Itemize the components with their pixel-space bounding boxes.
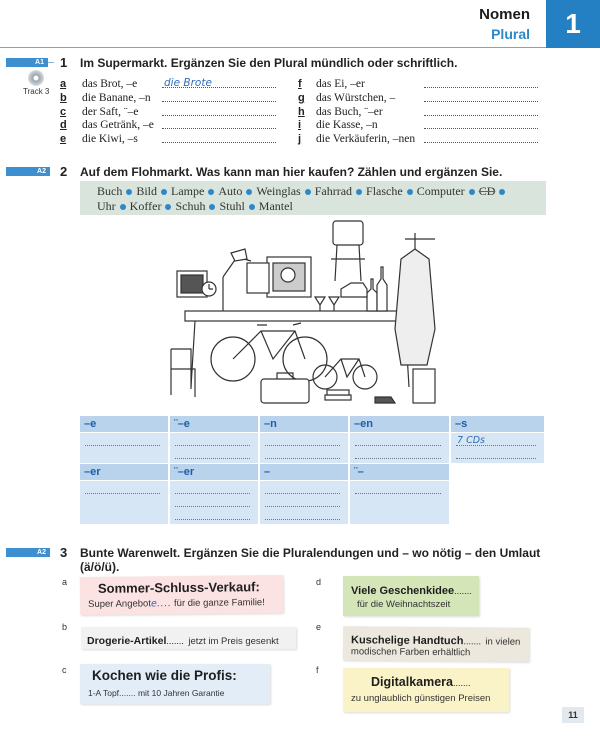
- table-cell[interactable]: [80, 481, 168, 524]
- exercise-number-3: 3: [60, 545, 68, 560]
- flea-market-illustration: [165, 219, 455, 411]
- section-subtitle: Plural: [491, 26, 530, 42]
- section-title: Nomen: [479, 6, 530, 23]
- bullet-dot-icon: [305, 189, 311, 195]
- table-header-cell: ¨–: [350, 464, 449, 480]
- item-letter-e: e: [316, 622, 322, 632]
- header-divider: [0, 47, 546, 48]
- card-b-headline: Drogerie-Artikel: [87, 635, 167, 647]
- level-badge-ex3: A2: [6, 548, 50, 557]
- level-badge-ex1: A1: [6, 58, 48, 67]
- table-header-cell: ¨–e: [170, 416, 258, 432]
- bullet-dot-icon: [249, 204, 255, 210]
- table-header-cell: –en: [350, 416, 449, 432]
- exercise-title-1: Im Supermarkt. Ergänzen Sie den Plural mündlich oder schriftlich.: [80, 56, 458, 70]
- table-answer-line: [355, 485, 441, 494]
- word-bank-word: Koffer: [129, 199, 162, 213]
- word-bank-word: CD: [478, 184, 496, 198]
- item-word: die Banane, –n: [82, 91, 151, 104]
- item-word: die Kasse, –n: [316, 119, 378, 132]
- answer-line[interactable]: [424, 92, 538, 102]
- word-bank-word: Uhr: [97, 199, 116, 213]
- item-word: das Ei, –er: [316, 78, 365, 90]
- word-bank: [80, 181, 546, 215]
- chapter-number-badge: 1: [546, 0, 600, 48]
- item-word: das Buch, ¨–er: [316, 105, 383, 118]
- item-word: die Verkäuferin, –nen: [316, 133, 416, 146]
- table-answer-line: [175, 437, 250, 446]
- exercise-1-item: [298, 119, 378, 133]
- table-answer-line: [265, 498, 340, 507]
- card-f-text: zu unglaublich günstigen Preisen: [351, 693, 491, 704]
- item-letter-c: c: [62, 665, 67, 675]
- answer-line[interactable]: [424, 133, 538, 143]
- handwritten-answer: 7 CDs: [457, 435, 485, 446]
- word-bank-word: Fahrrad: [314, 184, 353, 198]
- exercise-1-item: [298, 92, 395, 106]
- item-letter-d: d: [316, 577, 322, 587]
- table-answer-line: [175, 498, 250, 507]
- card-f-headline: Digitalkamera: [371, 675, 453, 689]
- item-letter: i: [298, 119, 302, 132]
- table-answer-line: [265, 450, 340, 459]
- table-header-cell: –: [260, 464, 348, 480]
- word-bank-word: Weinglas: [256, 184, 301, 198]
- ad-card-c: Kochen wie die Profis: 1-A Topf....... mit 10 Jahren Garantie: [80, 664, 270, 704]
- table-cell[interactable]: [260, 433, 348, 463]
- exercise-title-2: Auf dem Flohmarkt. Was kann man hier kaufen? Zählen und ergänzen Sie.: [80, 165, 503, 179]
- item-letter: c: [60, 105, 67, 118]
- exercise-1-item: [298, 78, 365, 92]
- word-bank-word: Stuhl: [219, 199, 245, 213]
- table-answer-line: [175, 485, 250, 494]
- table-cell[interactable]: [350, 481, 449, 524]
- table-answer-line: [85, 485, 160, 494]
- exercise-1-item: [298, 106, 383, 120]
- table-header-cell: –s: [451, 416, 544, 432]
- card-a-headline: Sommer-Schluss-Verkauf:: [97, 579, 260, 596]
- exercise-1-item: [60, 78, 137, 92]
- answer-line[interactable]: [162, 119, 276, 129]
- card-d-headline: Viele Geschenkidee: [351, 585, 455, 597]
- exercise-number-2: 2: [60, 164, 68, 179]
- ad-card-b: Drogerie-Artikel....... jetzt im Preis gesenkt: [81, 627, 296, 649]
- bullet-dot-icon: [161, 189, 167, 195]
- item-word: das Getränk, –e: [82, 119, 154, 132]
- answer-line[interactable]: [424, 119, 538, 129]
- exercise-1-item: [60, 92, 151, 106]
- bullet-dot-icon: [469, 189, 475, 195]
- item-word: das Brot, –e: [82, 78, 138, 90]
- card-d-text: für die Weihnachtszeit: [357, 599, 451, 610]
- word-bank-line-1: [97, 184, 509, 199]
- card-c-text-2: mit 10 Jahren Garantie: [137, 688, 225, 698]
- table-answer-line: [265, 485, 340, 494]
- bullet-dot-icon: [209, 204, 215, 210]
- word-bank-word: Mantel: [258, 199, 293, 213]
- card-c-text-1: 1-A Topf: [88, 688, 120, 698]
- item-letter: e: [60, 133, 67, 146]
- answer-line[interactable]: [162, 92, 276, 102]
- card-a-answer[interactable]: e: [150, 598, 157, 610]
- answer-line[interactable]: [424, 78, 538, 88]
- level-badge-ex2: A2: [6, 167, 50, 176]
- exercise-1-item: [60, 106, 139, 120]
- word-bank-word: Buch: [97, 184, 123, 198]
- item-letter-f: f: [316, 665, 319, 675]
- page-number: 11: [562, 707, 584, 723]
- table-answer-line: [85, 437, 160, 446]
- ad-card-f: Digitalkamera....... zu unglaublich günstigen Preisen: [343, 668, 509, 712]
- bullet-dot-icon: [126, 189, 132, 195]
- bullet-dot-icon: [246, 189, 252, 195]
- exercise-title-3-line2: (ä/ö/ü).: [80, 560, 120, 574]
- item-letter: a: [60, 78, 67, 90]
- exercise-number-1: 1: [60, 55, 68, 70]
- word-bank-line-2: [97, 199, 293, 214]
- card-a-text-1: Super Angebot: [88, 598, 152, 610]
- item-letter: f: [298, 78, 302, 90]
- card-e-text-1: in vielen: [485, 636, 521, 648]
- table-answer-line: [175, 511, 250, 520]
- exercise-1-item: [60, 119, 154, 133]
- item-letter: g: [298, 91, 305, 104]
- track-label: Track 3: [23, 87, 50, 96]
- ad-card-d: Viele Geschenkidee....... für die Weihnachtszeit: [343, 576, 479, 616]
- bullet-dot-icon: [356, 189, 362, 195]
- card-a-text-2: für die ganze Familie!: [173, 597, 265, 610]
- handwritten-answer: die Brote: [164, 77, 212, 89]
- ad-card-a: [80, 575, 283, 615]
- table-answer-line: [175, 450, 250, 459]
- table-header-cell: –e: [80, 416, 168, 432]
- table-header-cell: –n: [260, 416, 348, 432]
- ad-card-e: Kuschelige Handtuch....... in vielen modischen Farben erhältlich: [343, 626, 529, 662]
- item-letter: b: [60, 91, 67, 104]
- card-a-text: Super Angebote.... für die ganze Familie!: [88, 597, 265, 610]
- word-bank-word: Schuh: [175, 199, 206, 213]
- table-cell[interactable]: [260, 481, 348, 524]
- item-letter-a: a: [62, 577, 68, 587]
- table-header-cell: –er: [80, 464, 168, 480]
- item-word: das Würstchen, –: [316, 91, 396, 104]
- table-answer-line: [355, 450, 441, 459]
- bullet-dot-icon: [120, 204, 126, 210]
- bullet-dot-icon: [208, 189, 214, 195]
- word-bank-word: Computer: [416, 184, 465, 198]
- item-letter: h: [298, 105, 305, 118]
- word-bank-word: Bild: [136, 184, 158, 198]
- word-bank-word: Lampe: [171, 184, 205, 198]
- exercise-1-item: [298, 133, 415, 147]
- table-answer-line: [265, 437, 340, 446]
- word-bank-word: Flasche: [366, 184, 403, 198]
- card-b-text: jetzt im Preis gesenkt: [188, 636, 279, 647]
- table-cell[interactable]: [350, 433, 449, 463]
- table-answer-line: [355, 437, 441, 446]
- bullet-dot-icon: [499, 189, 505, 195]
- table-answer-line: [265, 511, 340, 520]
- audio-cd-icon[interactable]: [28, 70, 44, 86]
- bullet-dot-icon: [407, 189, 413, 195]
- table-cell[interactable]: [80, 433, 168, 463]
- card-e-headline: Kuschelige Handtuch: [350, 634, 464, 648]
- answer-line[interactable]: [424, 106, 538, 116]
- item-letter-b: b: [62, 622, 68, 632]
- table-cell[interactable]: [170, 433, 258, 463]
- item-letter: d: [60, 119, 67, 132]
- exercise-1-item: [60, 133, 138, 147]
- table-cell[interactable]: [170, 481, 258, 524]
- level-line: [48, 62, 54, 63]
- word-bank-word: Auto: [218, 184, 243, 198]
- table-cell[interactable]: [451, 433, 544, 463]
- answer-line[interactable]: [162, 133, 276, 143]
- item-word: die Kiwi, –s: [82, 133, 138, 146]
- card-e-text-2: modischen Farben erhältlich: [350, 646, 471, 659]
- exercise-title-3: Bunte Warenwelt. Ergänzen Sie die Pluralendungen und – wo nötig – den Umlaut: [80, 546, 541, 560]
- item-letter: j: [298, 133, 302, 146]
- item-word: der Saft, ¨–e: [82, 105, 139, 118]
- card-c-headline: Kochen wie die Profis:: [92, 668, 237, 683]
- table-answer-line: [456, 450, 536, 459]
- table-header-cell: ¨–er: [170, 464, 258, 480]
- answer-line[interactable]: [162, 106, 276, 116]
- bullet-dot-icon: [165, 204, 171, 210]
